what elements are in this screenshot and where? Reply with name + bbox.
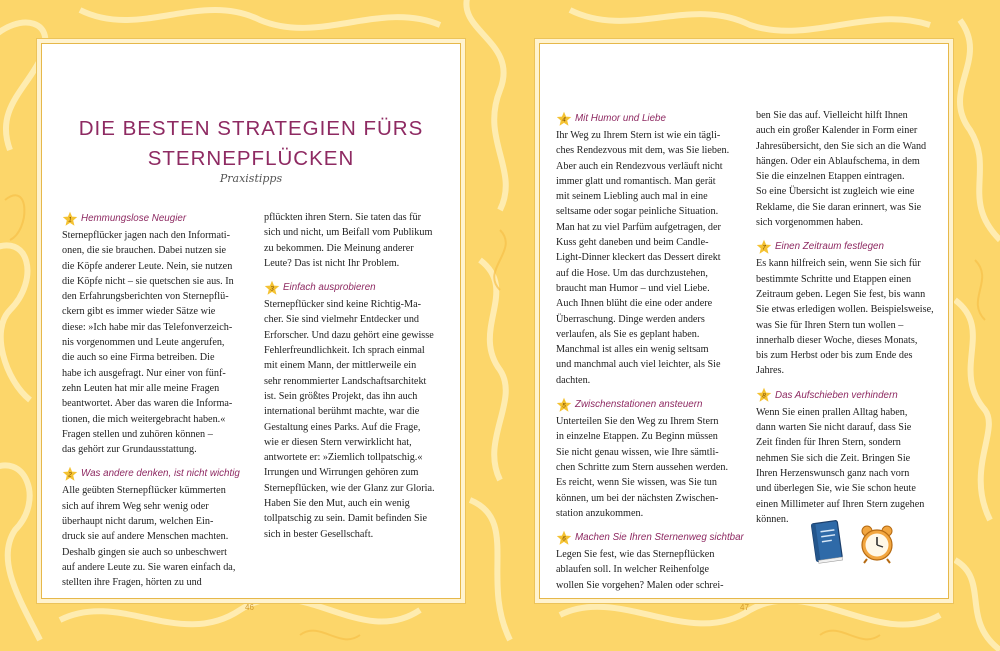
- text-line: überhaupt nicht darum, welchen Ein-: [62, 516, 214, 528]
- text-line: Sie die einzelnen Etappen eintragen.: [756, 171, 905, 183]
- svg-text:4: 4: [562, 116, 566, 124]
- text-line: Haben Sie den Mut, auch ein wenig: [264, 498, 410, 510]
- section-body-1: [62, 228, 240, 457]
- text-line: verlaufen, als Sie es geplant haben.: [556, 328, 700, 340]
- text-line: antwortete er: »Ziemlich tollpatschig.«: [264, 452, 423, 464]
- right-page: [540, 44, 948, 598]
- text-line: nis vorgenommen und Leute angerufen,: [62, 337, 225, 349]
- text-line: Unterteilen Sie den Weg zu Ihrem Stern: [556, 416, 719, 428]
- text-line: diese: »Ich habe mir das Telefonverzeich-: [62, 321, 233, 333]
- text-line: mit seinem Liebling auch mal in eine: [556, 191, 708, 203]
- text-line: Alle geübten Sternepflücker kümmerten: [62, 485, 226, 497]
- section-body-7: [756, 256, 934, 378]
- page-number-left: 46: [245, 603, 254, 612]
- text-line: Light-Dinner kleckert das Dessert direkt: [556, 252, 721, 264]
- text-line: Gestaltung eines Parks. Auf die Frage,: [264, 421, 421, 433]
- text-line: wie er diesen Stern verwirklicht hat,: [264, 436, 412, 448]
- text-line: in einzelne Etappen. Zu Beginn müssen: [556, 431, 718, 443]
- text-line: Ihr Weg zu Ihrem Stern ist wie ein tägli-: [556, 130, 721, 141]
- svg-text:2: 2: [68, 471, 72, 479]
- section-heading-text: Machen Sie Ihren Sternenweg sichtbar: [575, 531, 744, 543]
- section-body-5: [556, 414, 744, 521]
- text-line: Kuss geht daneben und beim Candle-: [556, 237, 709, 249]
- text-line: das gehört zur Grundausstattung.: [62, 444, 197, 456]
- text-line: Es reicht, wenn Sie wissen, was Sie tun: [556, 477, 717, 489]
- text-line: können.: [756, 513, 789, 525]
- text-line: Zeitraum geben. Legen Sie fest, bis wann: [756, 288, 926, 300]
- text-line: dachten.: [556, 374, 591, 386]
- text-line: Reklame, die Sie daran erinnert, was Sie: [756, 201, 922, 213]
- svg-text:3: 3: [270, 285, 274, 293]
- section-heading-6: [556, 529, 744, 546]
- section-body-8: [756, 405, 934, 527]
- text-line: tollpatschig zu sein. Damit befinden Sie: [264, 513, 427, 525]
- text-line: Sie etwas erledigen wollen. Beispielsweise,: [756, 304, 934, 316]
- star-number-icon: [556, 530, 572, 546]
- text-line: die Köpfe nicht – sie quetschen sie aus. In: [62, 275, 234, 287]
- text-line: Jahresübersicht, den Sie sich an die Wand: [756, 140, 927, 152]
- star-number-icon: [556, 111, 572, 127]
- section-body-4: [556, 128, 744, 388]
- section-body-3: [264, 297, 435, 542]
- text-line: cher. Sie sind vielmehr Entdecker und: [264, 314, 420, 326]
- star-number-icon: [62, 466, 78, 482]
- text-line: druck sie auf andere Menschen machten.: [62, 531, 229, 543]
- section-heading-4: [556, 110, 744, 127]
- section-heading-text: Einen Zeitraum festlegen: [775, 241, 884, 253]
- text-line: Wenn Sie einen prallen Alltag haben,: [756, 406, 908, 418]
- text-line: Aber auch ein Rendezvous verläuft nicht: [556, 160, 723, 172]
- text-line: dann warten Sie nicht darauf, dass Sie: [756, 422, 912, 434]
- left-column-2: [264, 210, 435, 542]
- text-line: ist. Sein größtes Projekt, das ihn auch: [264, 390, 418, 402]
- star-number-icon: [264, 280, 280, 296]
- text-line: Auch Ihnen blüht die eine oder andere: [556, 298, 713, 310]
- page-title-line2: STERNEPFLÜCKEN: [147, 147, 355, 170]
- text-line: braucht man Humor – und viel Liebe.: [556, 282, 710, 294]
- text-line: Sternepflücker sind keine Richtig-Ma-: [264, 299, 422, 311]
- section-heading-5: [556, 396, 744, 413]
- text-line: bestimmte Schritte und Etappen einen: [756, 273, 912, 285]
- text-line: beantwortet. Aber das waren die Informa-: [62, 398, 233, 410]
- text-line: die Köpfe anderer Leute. Nein, sie nutzen: [62, 260, 233, 272]
- text-line: international berühmt machte, war die: [264, 406, 420, 418]
- text-line: Man hat zu viel Parfüm aufgetragen, der: [556, 221, 721, 233]
- text-line: station anzukommen.: [556, 507, 644, 519]
- text-line: Legen Sie fest, wie das Sternepflücken: [556, 549, 715, 561]
- page-title-line1: DIE BESTEN STRATEGIEN FÜRS: [78, 117, 424, 140]
- text-line: die auch so eine Firma betreiben. Die: [62, 352, 215, 364]
- text-line: einen Millimeter auf Ihren Stern zugehen: [756, 498, 925, 510]
- text-line: sehr renommierter Landschaftsarchitekt: [264, 375, 427, 387]
- section-heading-2: [62, 465, 240, 482]
- page-title: [42, 114, 460, 174]
- text-line: den Erfahrungsberichten von Sternepflü-: [62, 291, 229, 303]
- text-line: ablaufen soll. In welcher Reihenfolge: [556, 564, 710, 576]
- text-line: sich und nicht, um Beifall vom Publikum: [264, 227, 433, 239]
- text-line: habe ich ausgefragt. Nur einer von fünf-: [62, 367, 226, 379]
- text-line: mit einem Mann, der mittlerweile ein: [264, 360, 417, 372]
- text-line: Zeit finden für Ihren Stern, sondern: [756, 437, 901, 449]
- text-line: zehn Leuten hat mir alle meine Fragen: [62, 382, 220, 394]
- text-line: können, um bei der nächsten Zwischen-: [556, 492, 719, 504]
- page-subtitle: Praxistipps: [219, 172, 283, 185]
- section-heading-text: Was andere denken, ist nicht wichtig: [81, 468, 240, 480]
- svg-text:7: 7: [762, 244, 766, 252]
- section-heading-8: [756, 387, 934, 404]
- section-heading-3: [264, 279, 435, 296]
- text-line: Ihren Herzenswunsch ganz nach vorn: [756, 467, 910, 479]
- star-number-icon: [556, 397, 572, 413]
- text-line: Deshalb gingen sie auch so unbeschwert: [62, 546, 227, 558]
- text-line: Erforscher. Und dazu gehört eine gewisse: [264, 329, 434, 341]
- svg-text:1: 1: [68, 216, 72, 224]
- text-line: Sternepflücker jagen nach den Informati-: [62, 230, 231, 241]
- text-line: chen Schritte zum Stern aussehen werden.: [556, 461, 728, 473]
- text-line: So eine Übersicht ist zugleich wie eine: [756, 186, 915, 198]
- text-line: ben Sie das auf. Vielleicht hilft Ihnen: [756, 110, 908, 121]
- text-line: Sie nicht genau wissen, wie Ihre sämtli-: [556, 446, 719, 458]
- text-line: ckern gibt es immer wieder Sätze wie: [62, 306, 216, 318]
- page-number-right: 47: [740, 603, 749, 612]
- section-body-6: [556, 547, 744, 593]
- text-line: auch ein großer Kalender in Form einer: [756, 125, 918, 137]
- left-page: [42, 44, 460, 598]
- section-heading-text: Zwischenstationen ansteuern: [575, 398, 703, 410]
- text-line: sich in bester Gesellschaft.: [264, 528, 374, 540]
- section-body-2: [62, 483, 240, 590]
- text-line: pflückten ihren Stern. Sie taten das für: [264, 212, 422, 223]
- text-line: auf andere Leute zu. Sie waren einfach da,: [62, 561, 236, 573]
- text-line: was Sie für Ihren Stern tun wollen –: [756, 319, 904, 331]
- text-line: Fehlerfreundlichkeit. Ich sprach einmal: [264, 345, 425, 357]
- text-line: Sternepflücken, wie der Glanz zur Gloria.: [264, 482, 435, 494]
- text-line: seltsame oder sogar peinliche Situation.: [556, 206, 719, 218]
- text-line: tionen, die mich weitergebracht haben.«: [62, 413, 226, 425]
- svg-text:6: 6: [562, 535, 566, 543]
- text-line: Leute? Das ist nicht Ihr Problem.: [264, 257, 400, 269]
- text-line: Fragen stellen und zuhören können –: [62, 428, 213, 440]
- left-column-1: [62, 210, 240, 591]
- text-line: Es kann hilfreich sein, wenn Sie sich für: [756, 258, 921, 270]
- section-heading-text: Hemmungslose Neugier: [81, 212, 187, 224]
- svg-text:5: 5: [562, 402, 566, 410]
- section-heading-7: [756, 238, 934, 255]
- text-line: ches Rendezvous mit dem, was Sie lieben.: [556, 145, 730, 157]
- alarm-clock-icon: [858, 524, 896, 564]
- section-heading-1: [62, 210, 240, 227]
- text-line: Jahres.: [756, 365, 785, 377]
- section-heading-text: Einfach ausprobieren: [283, 282, 376, 294]
- text-line: bis zum Herbst oder bis zum Ende des: [756, 350, 913, 362]
- section-heading-text: Das Aufschieben verhindern: [775, 389, 898, 401]
- right-column-2: [756, 108, 934, 527]
- text-line: innerhalb dieser Woche, dieses Monats,: [756, 334, 918, 346]
- text-line: auf die Hose. Um das durchzustehen,: [556, 267, 708, 279]
- text-line: und manchmal auch viel leichter, als Sie: [556, 359, 721, 371]
- text-line: nehmen Sie sich die Zeit. Bringen Sie: [756, 452, 911, 464]
- continued-text: [756, 108, 934, 230]
- text-line: stellten ihre Fragen, hörten zu und: [62, 577, 202, 589]
- section-heading-text: Mit Humor und Liebe: [575, 112, 666, 124]
- text-line: Irrungen und Wirrungen gehören zum: [264, 467, 419, 479]
- right-column-1: [556, 110, 744, 593]
- text-line: onen, die sie brauchen. Dabei nutzen sie: [62, 245, 227, 257]
- text-line: wollen Sie vorgehen? Malen oder schrei-: [556, 579, 724, 591]
- text-line: sich vorgenommen haben.: [756, 217, 864, 229]
- text-line: immer glatt und romantisch. Man gerät: [556, 175, 716, 187]
- text-line: und überlegen Sie, wie Sie schon heute: [756, 483, 916, 495]
- continued-text: [264, 210, 435, 271]
- blue-book-icon: [808, 519, 846, 565]
- svg-text:8: 8: [762, 392, 766, 400]
- text-line: Manchmal ist alles ein wenig seltsam: [556, 344, 709, 356]
- text-line: Überraschung. Dinge werden anders: [556, 313, 705, 325]
- text-line: sich auf ihrem Weg sehr wenig oder: [62, 500, 209, 512]
- text-line: zu bekommen. Die Meinung anderer: [264, 242, 414, 254]
- star-number-icon: [756, 387, 772, 403]
- star-number-icon: [756, 239, 772, 255]
- text-line: hängen. Oder ein Ablaufschema, in dem: [756, 155, 920, 167]
- star-number-icon: [62, 211, 78, 227]
